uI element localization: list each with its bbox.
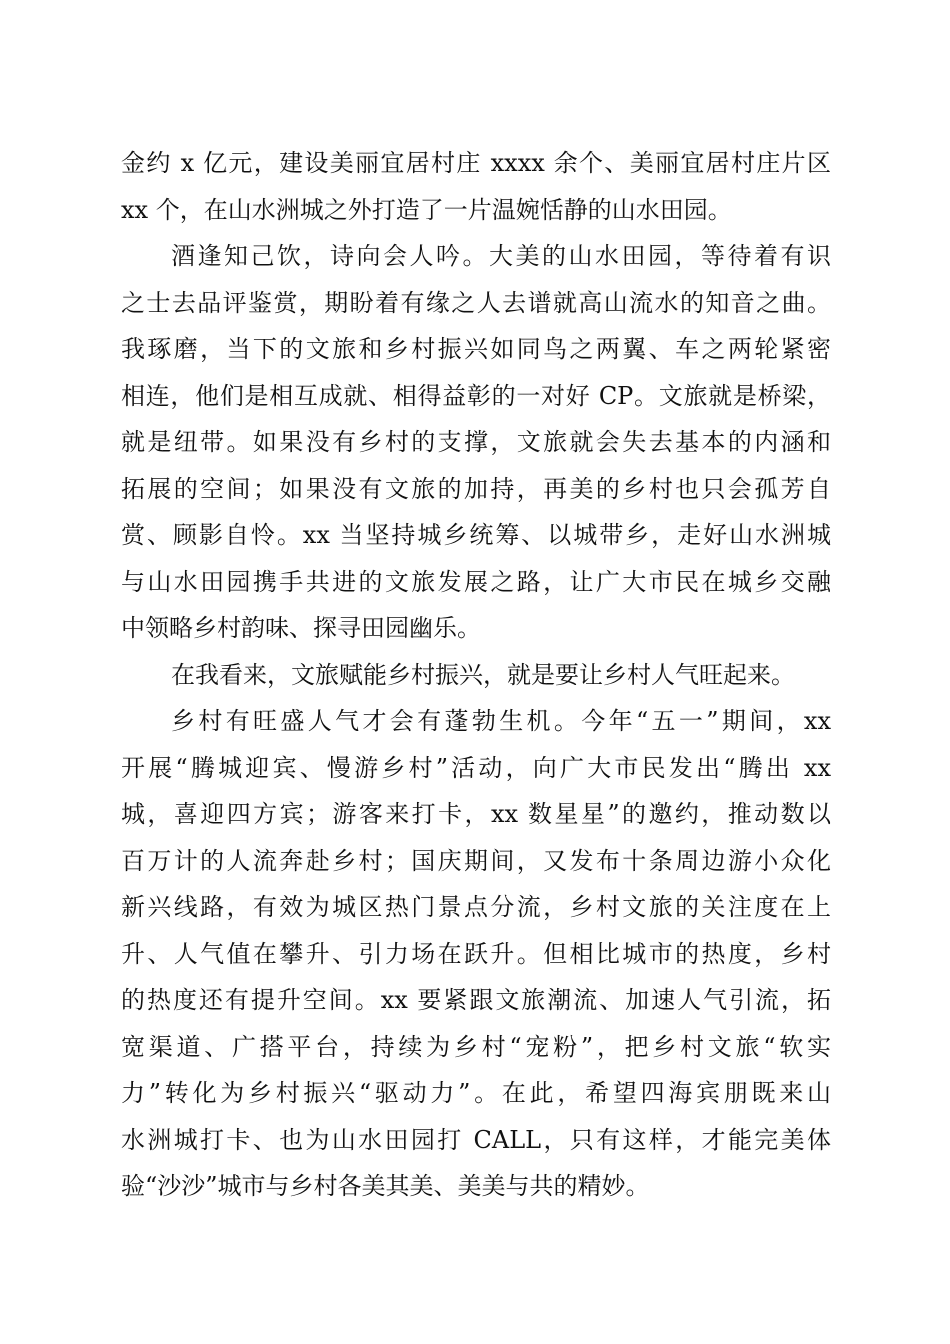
text-line: 的热度还有提升空间。xx 要紧跟文旅潮流、加速人气引流，拓	[121, 986, 831, 1014]
body-text	[121, 140, 831, 1210]
text-line: 相连，他们是相互成就、相得益彰的一对好 CP。文旅就是桥梁，	[121, 381, 831, 410]
text-line: 就是纽带。如果没有乡村的支撑，文旅就会失去基本的内涵和	[121, 428, 831, 456]
text-line: 赏、顾影自怜。xx 当坚持城乡统筹、以城带乡，走好山水洲城	[121, 521, 831, 549]
text-line: xx 个，在山水洲城之外打造了一片温婉恬静的山水田园。	[121, 195, 732, 224]
paragraph-first-line: 酒逢知己饮，诗向会人吟。大美的山水田园，等待着有识	[171, 242, 831, 270]
text-line: 新兴线路，有效为城区热门景点分流，乡村文旅的关注度在上	[121, 893, 831, 921]
text-line: 与山水田园携手共进的文旅发展之路，让广大市民在城乡交融	[121, 567, 831, 596]
text-line: 力”转化为乡村振兴“驱动力”。在此，希望四海宾朋既来山	[121, 1079, 831, 1107]
text-line: 城，喜迎四方宾；游客来打卡，xx 数星星”的邀约，推动数以	[121, 800, 831, 828]
text-line: 开展“腾城迎宾、慢游乡村”活动，向广大市民发出“腾出 xx	[121, 753, 831, 782]
paragraph-first-line: 乡村有旺盛人气才会有蓬勃生机。今年“五一”期间，xx	[171, 707, 831, 735]
text-line: 之士去品评鉴赏，期盼着有缘之人去谱就高山流水的知音之曲。	[121, 288, 831, 317]
paragraph-first-line: 在我看来，文旅赋能乡村振兴，就是要让乡村人气旺起来。	[171, 660, 795, 689]
text-line: 水洲城打卡、也为山水田园打 CALL，只有这样，才能完美体	[121, 1125, 831, 1154]
text-line: 升、人气值在攀升、引力场在跃升。但相比城市的热度，乡村	[121, 939, 831, 968]
text-line: 中领略乡村韵味、探寻田园幽乐。	[121, 614, 481, 642]
text-line: 金约 x 亿元，建设美丽宜居村庄 xxxx 余个、美丽宜居村庄片区	[121, 149, 831, 177]
text-line: 我琢磨，当下的文旅和乡村振兴如同鸟之两翼、车之两轮紧密	[121, 335, 831, 363]
text-line: 拓展的空间；如果没有文旅的加持，再美的乡村也只会孤芳自	[121, 474, 831, 503]
text-line: 验“沙沙”城市与乡村各美其美、美美与共的精妙。	[121, 1172, 650, 1200]
text-line: 百万计的人流奔赴乡村；国庆期间，又发布十条周边游小众化	[121, 846, 831, 875]
text-line: 宽渠道、广搭平台，持续为乡村“宠粉”，把乡村文旅“软实	[121, 1032, 831, 1061]
